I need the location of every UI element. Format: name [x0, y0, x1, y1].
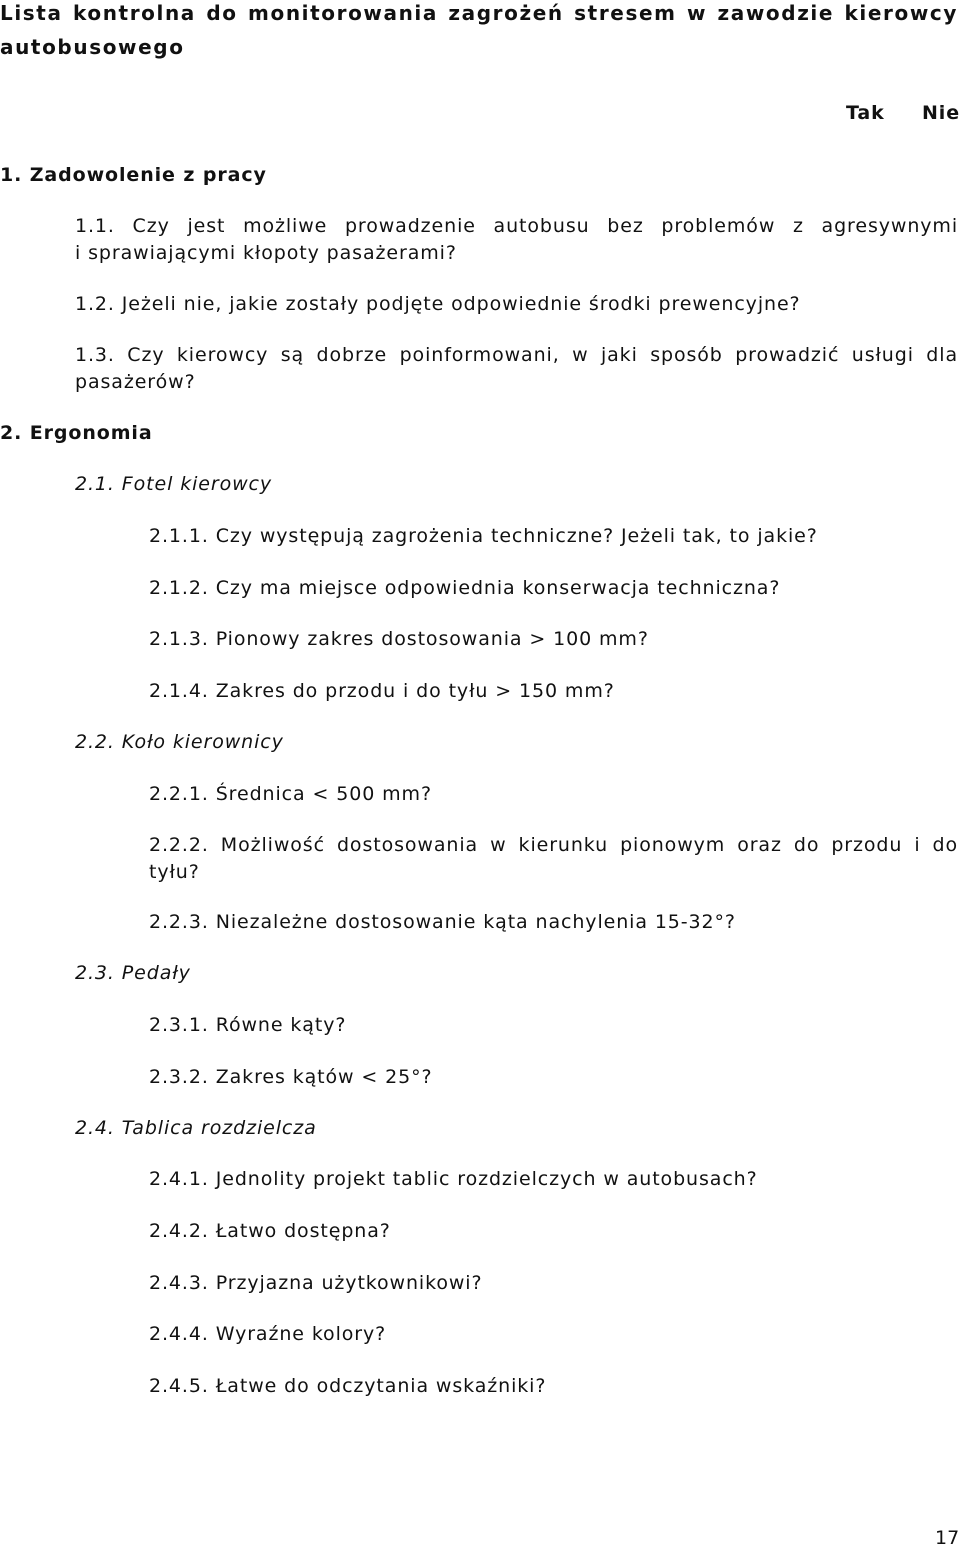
question-2-2-3: 2.2.3. Niezależne dostosowanie kąta nachylenia 15-32°?: [149, 911, 736, 933]
column-header-no: Nie: [922, 102, 960, 124]
section-heading-2: 2. Ergonomia: [0, 422, 153, 444]
question-2-4-1: 2.4.1. Jednolity projekt tablic rozdzielczych w autobusach?: [149, 1168, 758, 1190]
column-header-yes: Tak: [846, 102, 885, 124]
subsection-heading-2-3: 2.3. Pedały: [75, 962, 191, 984]
question-2-4-2: 2.4.2. Łatwo dostępna?: [149, 1220, 391, 1242]
question-1-1: 1.1. Czy jest możliwe prowadzenie autobusu bez problemów z agresywnymi: [75, 215, 958, 237]
question-2-1-4: 2.1.4. Zakres do przodu i do tyłu > 150 mm?: [149, 680, 615, 702]
subsection-heading-2-1: 2.1. Fotel kierowcy: [75, 473, 273, 495]
subsection-heading-2-2: 2.2. Koło kierownicy: [75, 731, 284, 753]
question-2-2-1: 2.2.1. Średnica < 500 mm?: [149, 783, 432, 805]
page-number: 17: [935, 1527, 960, 1549]
question-2-4-3: 2.4.3. Przyjazna użytkownikowi?: [149, 1272, 483, 1294]
question-2-2-2: 2.2.2. Możliwość dostosowania w kierunku pionowym oraz do przodu i do: [149, 834, 958, 856]
question-2-1-3: 2.1.3. Pionowy zakres dostosowania > 100 mm?: [149, 628, 649, 650]
question-2-1-2: 2.1.2. Czy ma miejsce odpowiednia konserwacja techniczna?: [149, 577, 781, 599]
question-2-2-2-continued: tyłu?: [149, 861, 200, 883]
question-1-1-continued: i sprawiającymi kłopoty pasażerami?: [75, 242, 457, 264]
section-heading-1: 1. Zadowolenie z pracy: [0, 164, 267, 186]
document-title: Lista kontrolna do monitorowania zagrożeń stresem w zawodzie kierowcy: [0, 1, 958, 25]
question-1-2: 1.2. Jeżeli nie, jakie zostały podjęte odpowiednie środki prewencyjne?: [75, 293, 801, 315]
question-1-3-continued: pasażerów?: [75, 371, 196, 393]
question-2-4-4: 2.4.4. Wyraźne kolory?: [149, 1323, 387, 1345]
question-2-3-2: 2.3.2. Zakres kątów < 25°?: [149, 1066, 433, 1088]
question-2-4-5: 2.4.5. Łatwe do odczytania wskaźniki?: [149, 1375, 547, 1397]
question-2-3-1: 2.3.1. Równe kąty?: [149, 1014, 347, 1036]
question-2-1-1: 2.1.1. Czy występują zagrożenia techniczne? Jeżeli tak, to jakie?: [149, 525, 818, 547]
document-title-continued: autobusowego: [0, 35, 185, 59]
subsection-heading-2-4: 2.4. Tablica rozdzielcza: [75, 1117, 317, 1139]
question-1-3: 1.3. Czy kierowcy są dobrze poinformowani, w jaki sposób prowadzić usługi dla: [75, 344, 958, 366]
